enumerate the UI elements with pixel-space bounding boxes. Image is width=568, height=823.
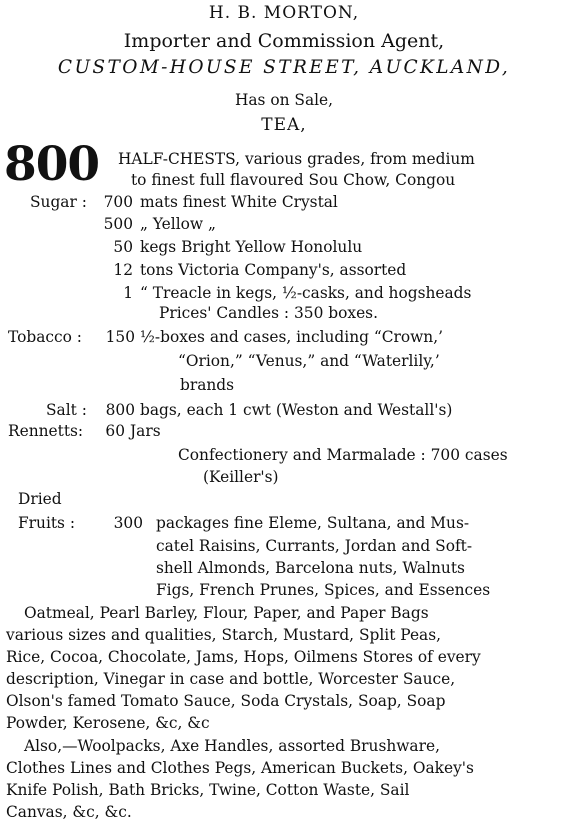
fruits-line: shell Almonds, Barcelona nuts, Walnuts — [156, 559, 465, 577]
dried-label: Dried — [18, 490, 62, 508]
tobacco-qty: 150 — [105, 328, 135, 346]
tea-line-1: HALF-CHESTS, various grades, from medium — [118, 150, 475, 168]
also-line: Also,—Woolpacks, Axe Handles, assorted Brushware, — [24, 737, 440, 755]
oatmeal-line: various sizes and qualities, Starch, Mustard, Split Peas, — [6, 626, 442, 644]
fruits-line: packages fine Eleme, Sultana, and Mus- — [156, 514, 470, 532]
also-line: Canvas, &c, &c. — [6, 803, 132, 821]
rennetts-label: Rennetts: — [8, 422, 84, 440]
confectionery-line-2: (Keiller's) — [203, 468, 279, 486]
sugar-qty: 50 — [113, 238, 133, 256]
tea-heading: TEA, — [261, 115, 307, 135]
has-on-sale: Has on Sale, — [234, 91, 334, 109]
sugar-item: „ Yellow „ — [140, 215, 216, 233]
rennetts-qty: 60 — [105, 422, 125, 440]
fruits-label: Fruits : — [18, 514, 76, 532]
tea-line-2: to finest full flavoured Sou Chow, Congou — [131, 171, 456, 189]
oatmeal-line: description, Vinegar in case and bottle, Worcester Sauce, — [6, 670, 456, 688]
oatmeal-line: Rice, Cocoa, Chocolate, Jams, Hops, Oilmens Stores of every — [6, 648, 481, 666]
sugar-qty: 1 — [123, 284, 133, 302]
sugar-item: mats finest White Crystal — [140, 193, 338, 211]
salt-label: Salt : — [46, 401, 87, 419]
confectionery-line-1: Confectionery and Marmalade : 700 cases — [178, 446, 508, 464]
tea-quantity-800: 800 — [4, 137, 100, 192]
tobacco-line-2: “Orion,” “Venus,” and “Waterlily,’ — [178, 352, 440, 370]
merchant-name: H. B. MORTON, — [208, 3, 360, 23]
oatmeal-line: Powder, Kerosene, &c, &c — [6, 714, 210, 732]
tobacco-line-1: ½-boxes and cases, including “Crown,’ — [140, 328, 443, 346]
oatmeal-line: Olson's famed Tomato Sauce, Soda Crystals, Soap, Soap — [6, 692, 446, 710]
sugar-qty: 500 — [103, 215, 133, 233]
merchant-role: Importer and Commission Agent, — [123, 30, 445, 52]
also-line: Clothes Lines and Clothes Pegs, American Buckets, Oakey's — [6, 759, 474, 777]
fruits-line: Figs, French Prunes, Spices, and Essences — [156, 581, 491, 599]
also-line: Knife Polish, Bath Bricks, Twine, Cotton Waste, Sail — [6, 781, 410, 799]
tobacco-line-3: brands — [180, 376, 235, 394]
salt-line: bags, each 1 cwt (Weston and Westall's) — [140, 401, 453, 419]
merchant-address: CUSTOM-HOUSE STREET, AUCKLAND, — [57, 57, 511, 78]
sugar-qty: 700 — [103, 193, 133, 211]
sugar-qty: 12 — [113, 261, 133, 279]
candles-line: Prices' Candles : 350 boxes. — [159, 304, 378, 322]
salt-qty: 800 — [105, 401, 135, 419]
sugar-item: “ Treacle in kegs, ½-casks, and hogsheads — [140, 284, 472, 302]
sugar-item: tons Victoria Company's, assorted — [140, 261, 407, 279]
fruits-line: catel Raisins, Currants, Jordan and Soft- — [156, 537, 473, 555]
sugar-label: Sugar : — [30, 193, 87, 211]
sugar-item: kegs Bright Yellow Honolulu — [140, 238, 363, 256]
tobacco-label: Tobacco : — [8, 328, 82, 346]
fruits-qty: 300 — [113, 514, 143, 532]
oatmeal-line: Oatmeal, Pearl Barley, Flour, Paper, and Paper Bags — [24, 604, 429, 622]
rennetts-line: Jars — [130, 422, 161, 440]
